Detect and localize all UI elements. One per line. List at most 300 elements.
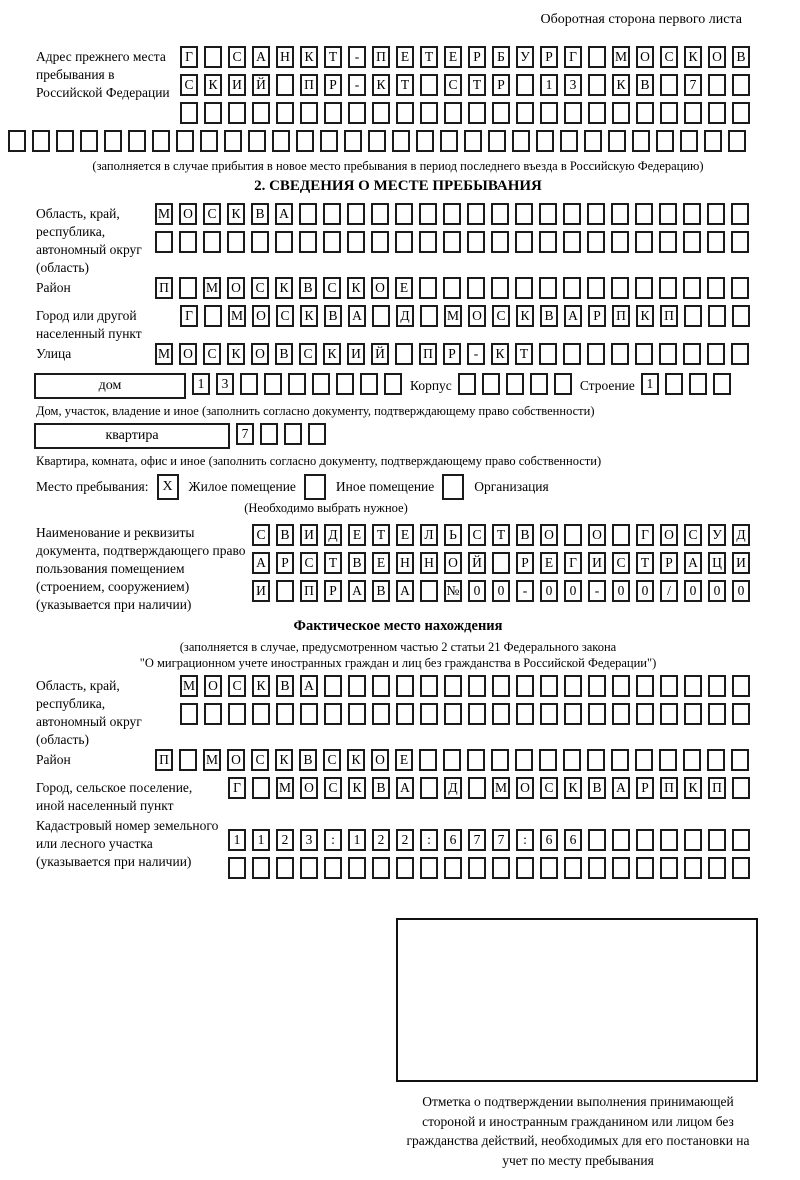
- char-box[interactable]: [8, 130, 26, 152]
- char-box[interactable]: [204, 46, 222, 68]
- char-box[interactable]: [248, 130, 266, 152]
- char-box[interactable]: [420, 777, 438, 799]
- char-box[interactable]: 1: [348, 829, 366, 851]
- char-box[interactable]: П: [155, 749, 173, 771]
- char-box[interactable]: №: [444, 580, 462, 602]
- char-box[interactable]: В: [324, 305, 342, 327]
- char-box[interactable]: И: [252, 580, 270, 602]
- char-box[interactable]: [228, 703, 246, 725]
- char-box[interactable]: К: [252, 675, 270, 697]
- char-box[interactable]: 3: [216, 373, 234, 395]
- char-box[interactable]: [260, 423, 278, 445]
- char-box[interactable]: К: [275, 277, 293, 299]
- char-box[interactable]: С: [612, 552, 630, 574]
- char-box[interactable]: [179, 231, 197, 253]
- char-box[interactable]: [443, 277, 461, 299]
- char-box[interactable]: 0: [732, 580, 750, 602]
- char-box[interactable]: [308, 423, 326, 445]
- char-box[interactable]: [659, 203, 677, 225]
- char-box[interactable]: В: [299, 277, 317, 299]
- char-box[interactable]: С: [203, 343, 221, 365]
- char-box[interactable]: С: [203, 203, 221, 225]
- char-box[interactable]: [348, 703, 366, 725]
- char-box[interactable]: [684, 102, 702, 124]
- char-box[interactable]: [635, 231, 653, 253]
- char-box[interactable]: [312, 373, 330, 395]
- char-box[interactable]: Т: [396, 74, 414, 96]
- char-box[interactable]: [659, 277, 677, 299]
- char-box[interactable]: П: [660, 777, 678, 799]
- char-box[interactable]: 1: [192, 373, 210, 395]
- char-box[interactable]: К: [227, 203, 245, 225]
- char-box[interactable]: [731, 749, 749, 771]
- char-box[interactable]: [554, 373, 572, 395]
- char-box[interactable]: С: [276, 305, 294, 327]
- char-box[interactable]: [444, 703, 462, 725]
- char-box[interactable]: Е: [348, 524, 366, 546]
- char-box[interactable]: С: [299, 343, 317, 365]
- char-box[interactable]: Р: [540, 46, 558, 68]
- char-box[interactable]: [395, 231, 413, 253]
- char-box[interactable]: [683, 203, 701, 225]
- char-box[interactable]: К: [516, 305, 534, 327]
- char-box[interactable]: П: [300, 580, 318, 602]
- char-box[interactable]: [564, 524, 582, 546]
- stay-type-checkbox-other[interactable]: [304, 474, 326, 500]
- char-box[interactable]: [563, 203, 581, 225]
- char-box[interactable]: [506, 373, 524, 395]
- char-box[interactable]: С: [300, 552, 318, 574]
- char-box[interactable]: -: [348, 74, 366, 96]
- char-box[interactable]: [611, 749, 629, 771]
- char-box[interactable]: 0: [564, 580, 582, 602]
- char-box[interactable]: О: [252, 305, 270, 327]
- char-box[interactable]: У: [708, 524, 726, 546]
- char-box[interactable]: [659, 343, 677, 365]
- char-box[interactable]: [420, 703, 438, 725]
- char-box[interactable]: С: [180, 74, 198, 96]
- char-box[interactable]: [587, 203, 605, 225]
- char-box[interactable]: [299, 231, 317, 253]
- char-box[interactable]: [468, 777, 486, 799]
- char-box[interactable]: И: [347, 343, 365, 365]
- char-box[interactable]: [539, 343, 557, 365]
- char-box[interactable]: [491, 277, 509, 299]
- char-box[interactable]: Р: [636, 777, 654, 799]
- char-box[interactable]: [396, 857, 414, 879]
- char-box[interactable]: А: [252, 552, 270, 574]
- char-box[interactable]: [324, 703, 342, 725]
- char-box[interactable]: О: [660, 524, 678, 546]
- char-box[interactable]: [467, 231, 485, 253]
- char-box[interactable]: С: [251, 277, 269, 299]
- char-box[interactable]: Т: [420, 46, 438, 68]
- char-box[interactable]: [491, 231, 509, 253]
- char-box[interactable]: К: [275, 749, 293, 771]
- char-box[interactable]: Н: [276, 46, 294, 68]
- char-box[interactable]: К: [612, 74, 630, 96]
- char-box[interactable]: [227, 231, 245, 253]
- char-box[interactable]: [683, 343, 701, 365]
- char-box[interactable]: 3: [564, 74, 582, 96]
- char-box[interactable]: О: [371, 749, 389, 771]
- char-box[interactable]: [660, 857, 678, 879]
- char-box[interactable]: [468, 703, 486, 725]
- char-box[interactable]: 7: [684, 74, 702, 96]
- char-box[interactable]: Н: [396, 552, 414, 574]
- char-box[interactable]: 7: [468, 829, 486, 851]
- char-box[interactable]: [368, 130, 386, 152]
- char-box[interactable]: Д: [444, 777, 462, 799]
- char-box[interactable]: Г: [564, 46, 582, 68]
- char-box[interactable]: В: [732, 46, 750, 68]
- char-box[interactable]: С: [228, 46, 246, 68]
- char-box[interactable]: А: [275, 203, 293, 225]
- char-box[interactable]: [512, 130, 530, 152]
- char-box[interactable]: Й: [371, 343, 389, 365]
- char-box[interactable]: [203, 231, 221, 253]
- char-box[interactable]: В: [276, 675, 294, 697]
- char-box[interactable]: М: [276, 777, 294, 799]
- char-box[interactable]: С: [684, 524, 702, 546]
- char-box[interactable]: Ь: [444, 524, 462, 546]
- char-box[interactable]: С: [228, 675, 246, 697]
- char-box[interactable]: К: [347, 277, 365, 299]
- char-box[interactable]: [176, 130, 194, 152]
- char-box[interactable]: [252, 102, 270, 124]
- char-box[interactable]: [660, 703, 678, 725]
- char-box[interactable]: А: [252, 46, 270, 68]
- char-box[interactable]: [560, 130, 578, 152]
- char-box[interactable]: [464, 130, 482, 152]
- char-box[interactable]: [348, 675, 366, 697]
- char-box[interactable]: К: [684, 777, 702, 799]
- char-box[interactable]: [587, 749, 605, 771]
- char-box[interactable]: [396, 102, 414, 124]
- char-box[interactable]: [707, 277, 725, 299]
- char-box[interactable]: 7: [236, 423, 254, 445]
- char-box[interactable]: [708, 703, 726, 725]
- char-box[interactable]: Т: [492, 524, 510, 546]
- char-box[interactable]: [732, 305, 750, 327]
- char-box[interactable]: [276, 857, 294, 879]
- char-box[interactable]: [684, 829, 702, 851]
- char-box[interactable]: Г: [228, 777, 246, 799]
- char-box[interactable]: [300, 102, 318, 124]
- char-box[interactable]: [612, 102, 630, 124]
- char-box[interactable]: А: [348, 580, 366, 602]
- char-box[interactable]: К: [348, 777, 366, 799]
- char-box[interactable]: О: [540, 524, 558, 546]
- char-box[interactable]: 0: [636, 580, 654, 602]
- char-box[interactable]: [708, 74, 726, 96]
- char-box[interactable]: [320, 130, 338, 152]
- char-box[interactable]: /: [660, 580, 678, 602]
- char-box[interactable]: [468, 675, 486, 697]
- char-box[interactable]: [180, 703, 198, 725]
- char-box[interactable]: С: [324, 777, 342, 799]
- char-box[interactable]: [540, 675, 558, 697]
- char-box[interactable]: [420, 74, 438, 96]
- char-box[interactable]: [324, 675, 342, 697]
- char-box[interactable]: [323, 203, 341, 225]
- char-box[interactable]: [539, 203, 557, 225]
- char-box[interactable]: [588, 675, 606, 697]
- char-box[interactable]: С: [444, 74, 462, 96]
- char-box[interactable]: В: [251, 203, 269, 225]
- char-box[interactable]: Г: [180, 305, 198, 327]
- char-box[interactable]: [392, 130, 410, 152]
- char-box[interactable]: [659, 231, 677, 253]
- char-box[interactable]: [732, 829, 750, 851]
- char-box[interactable]: [372, 857, 390, 879]
- char-box[interactable]: Ц: [708, 552, 726, 574]
- char-box[interactable]: К: [227, 343, 245, 365]
- char-box[interactable]: [372, 305, 390, 327]
- char-box[interactable]: [152, 130, 170, 152]
- char-box[interactable]: О: [227, 277, 245, 299]
- char-box[interactable]: [564, 703, 582, 725]
- char-box[interactable]: 2: [276, 829, 294, 851]
- char-box[interactable]: [204, 102, 222, 124]
- char-box[interactable]: Л: [420, 524, 438, 546]
- char-box[interactable]: 2: [396, 829, 414, 851]
- char-box[interactable]: [539, 277, 557, 299]
- char-box[interactable]: [728, 130, 746, 152]
- char-box[interactable]: [612, 857, 630, 879]
- char-box[interactable]: 0: [540, 580, 558, 602]
- char-box[interactable]: [732, 675, 750, 697]
- char-box[interactable]: [635, 277, 653, 299]
- char-box[interactable]: [689, 373, 707, 395]
- char-box[interactable]: [336, 373, 354, 395]
- char-box[interactable]: [444, 857, 462, 879]
- char-box[interactable]: [636, 675, 654, 697]
- char-box[interactable]: В: [275, 343, 293, 365]
- char-box[interactable]: [588, 857, 606, 879]
- char-box[interactable]: [588, 829, 606, 851]
- char-box[interactable]: [707, 343, 725, 365]
- char-box[interactable]: [563, 277, 581, 299]
- char-box[interactable]: [731, 277, 749, 299]
- stay-type-checkbox-residential[interactable]: X: [157, 474, 179, 500]
- char-box[interactable]: В: [348, 552, 366, 574]
- char-box[interactable]: [635, 203, 653, 225]
- char-box[interactable]: 2: [372, 829, 390, 851]
- char-box[interactable]: [660, 829, 678, 851]
- char-box[interactable]: М: [180, 675, 198, 697]
- char-box[interactable]: [530, 373, 548, 395]
- char-box[interactable]: П: [612, 305, 630, 327]
- char-box[interactable]: [684, 305, 702, 327]
- char-box[interactable]: Р: [588, 305, 606, 327]
- char-box[interactable]: [276, 74, 294, 96]
- char-box[interactable]: К: [564, 777, 582, 799]
- char-box[interactable]: [276, 580, 294, 602]
- char-box[interactable]: В: [372, 580, 390, 602]
- char-box[interactable]: [584, 130, 602, 152]
- char-box[interactable]: 1: [540, 74, 558, 96]
- char-box[interactable]: [680, 130, 698, 152]
- char-box[interactable]: [492, 102, 510, 124]
- char-box[interactable]: -: [348, 46, 366, 68]
- char-box[interactable]: [612, 703, 630, 725]
- char-box[interactable]: -: [467, 343, 485, 365]
- char-box[interactable]: 6: [540, 829, 558, 851]
- char-box[interactable]: В: [276, 524, 294, 546]
- char-box[interactable]: [395, 203, 413, 225]
- char-box[interactable]: [347, 231, 365, 253]
- char-box[interactable]: [563, 231, 581, 253]
- char-box[interactable]: С: [660, 46, 678, 68]
- char-box[interactable]: [491, 203, 509, 225]
- char-box[interactable]: [419, 749, 437, 771]
- char-box[interactable]: Д: [732, 524, 750, 546]
- char-box[interactable]: [708, 305, 726, 327]
- char-box[interactable]: [288, 373, 306, 395]
- char-box[interactable]: [587, 231, 605, 253]
- char-box[interactable]: Р: [516, 552, 534, 574]
- char-box[interactable]: [515, 749, 533, 771]
- char-box[interactable]: [128, 130, 146, 152]
- char-box[interactable]: [180, 102, 198, 124]
- char-box[interactable]: [275, 231, 293, 253]
- char-box[interactable]: О: [516, 777, 534, 799]
- char-box[interactable]: [708, 675, 726, 697]
- char-box[interactable]: [683, 277, 701, 299]
- char-box[interactable]: Т: [515, 343, 533, 365]
- char-box[interactable]: [179, 277, 197, 299]
- char-box[interactable]: 0: [684, 580, 702, 602]
- char-box[interactable]: [372, 703, 390, 725]
- char-box[interactable]: [482, 373, 500, 395]
- char-box[interactable]: [492, 675, 510, 697]
- char-box[interactable]: [224, 130, 242, 152]
- char-box[interactable]: [492, 552, 510, 574]
- char-box[interactable]: [252, 703, 270, 725]
- char-box[interactable]: [444, 675, 462, 697]
- char-box[interactable]: [660, 675, 678, 697]
- char-box[interactable]: [708, 857, 726, 879]
- char-box[interactable]: У: [516, 46, 534, 68]
- char-box[interactable]: [252, 777, 270, 799]
- char-box[interactable]: [440, 130, 458, 152]
- char-box[interactable]: [228, 102, 246, 124]
- char-box[interactable]: О: [588, 524, 606, 546]
- char-box[interactable]: [656, 130, 674, 152]
- char-box[interactable]: [240, 373, 258, 395]
- char-box[interactable]: [588, 102, 606, 124]
- char-box[interactable]: [251, 231, 269, 253]
- char-box[interactable]: О: [444, 552, 462, 574]
- char-box[interactable]: Р: [324, 580, 342, 602]
- char-box[interactable]: [371, 203, 389, 225]
- char-box[interactable]: Р: [492, 74, 510, 96]
- char-box[interactable]: [468, 102, 486, 124]
- char-box[interactable]: [540, 102, 558, 124]
- char-box[interactable]: В: [299, 749, 317, 771]
- char-box[interactable]: [540, 703, 558, 725]
- char-box[interactable]: [683, 749, 701, 771]
- char-box[interactable]: О: [179, 203, 197, 225]
- char-box[interactable]: [684, 857, 702, 879]
- char-box[interactable]: 0: [612, 580, 630, 602]
- char-box[interactable]: К: [323, 343, 341, 365]
- char-box[interactable]: [396, 675, 414, 697]
- char-box[interactable]: [732, 703, 750, 725]
- char-box[interactable]: М: [155, 203, 173, 225]
- char-box[interactable]: [419, 203, 437, 225]
- char-box[interactable]: 6: [444, 829, 462, 851]
- char-box[interactable]: [659, 749, 677, 771]
- char-box[interactable]: С: [252, 524, 270, 546]
- char-box[interactable]: Р: [443, 343, 461, 365]
- char-box[interactable]: [80, 130, 98, 152]
- char-box[interactable]: [300, 703, 318, 725]
- char-box[interactable]: Г: [180, 46, 198, 68]
- char-box[interactable]: [443, 203, 461, 225]
- char-box[interactable]: 3: [300, 829, 318, 851]
- char-box[interactable]: [732, 857, 750, 879]
- char-box[interactable]: [611, 343, 629, 365]
- char-box[interactable]: [492, 703, 510, 725]
- char-box[interactable]: А: [396, 580, 414, 602]
- char-box[interactable]: Д: [396, 305, 414, 327]
- char-box[interactable]: [372, 102, 390, 124]
- char-box[interactable]: [372, 675, 390, 697]
- char-box[interactable]: И: [228, 74, 246, 96]
- char-box[interactable]: [416, 130, 434, 152]
- char-box[interactable]: Р: [660, 552, 678, 574]
- char-box[interactable]: [467, 203, 485, 225]
- char-box[interactable]: [204, 703, 222, 725]
- char-box[interactable]: К: [372, 74, 390, 96]
- char-box[interactable]: В: [540, 305, 558, 327]
- char-box[interactable]: М: [228, 305, 246, 327]
- char-box[interactable]: [660, 74, 678, 96]
- char-box[interactable]: [344, 130, 362, 152]
- char-box[interactable]: [563, 749, 581, 771]
- char-box[interactable]: [491, 749, 509, 771]
- char-box[interactable]: [299, 203, 317, 225]
- char-box[interactable]: И: [300, 524, 318, 546]
- char-box[interactable]: Т: [468, 74, 486, 96]
- char-box[interactable]: [732, 777, 750, 799]
- char-box[interactable]: [420, 102, 438, 124]
- char-box[interactable]: Е: [395, 749, 413, 771]
- char-box[interactable]: С: [323, 749, 341, 771]
- char-box[interactable]: [467, 277, 485, 299]
- char-box[interactable]: Р: [468, 46, 486, 68]
- char-box[interactable]: Е: [395, 277, 413, 299]
- char-box[interactable]: Е: [540, 552, 558, 574]
- char-box[interactable]: В: [636, 74, 654, 96]
- char-box[interactable]: [32, 130, 50, 152]
- char-box[interactable]: [588, 74, 606, 96]
- char-box[interactable]: К: [491, 343, 509, 365]
- char-box[interactable]: К: [684, 46, 702, 68]
- char-box[interactable]: Г: [636, 524, 654, 546]
- char-box[interactable]: [636, 703, 654, 725]
- char-box[interactable]: О: [179, 343, 197, 365]
- char-box[interactable]: [539, 749, 557, 771]
- char-box[interactable]: [104, 130, 122, 152]
- char-box[interactable]: [564, 675, 582, 697]
- char-box[interactable]: [276, 102, 294, 124]
- char-box[interactable]: А: [684, 552, 702, 574]
- char-box[interactable]: Р: [324, 74, 342, 96]
- char-box[interactable]: [632, 130, 650, 152]
